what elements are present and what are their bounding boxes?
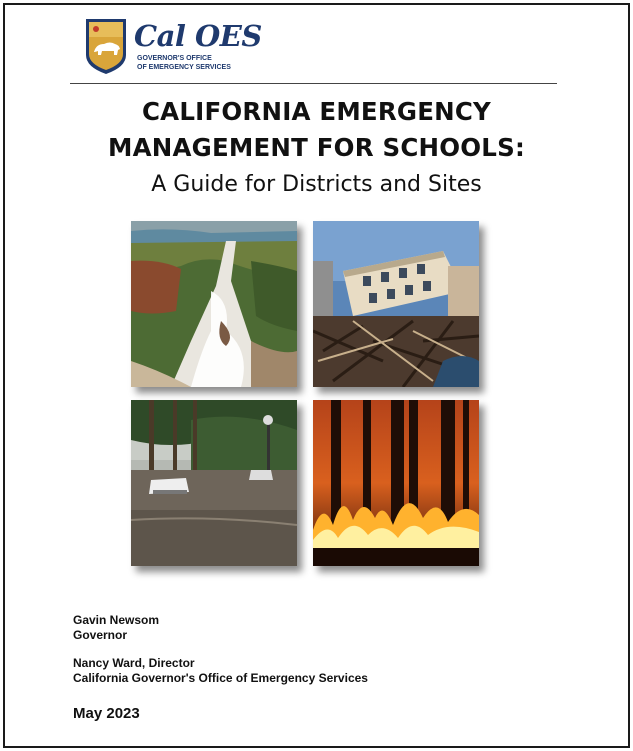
photo-wildfire xyxy=(313,400,479,566)
office-name: California Governor's Office of Emergency Services xyxy=(73,671,368,685)
title-line-2: MANAGEMENT FOR SCHOOLS: xyxy=(108,133,525,162)
header-divider xyxy=(70,83,557,84)
logo-subtitle: GOVERNOR'S OFFICE OF EMERGENCY SERVICES xyxy=(137,55,231,71)
photo-flooded-street xyxy=(131,400,297,566)
bear-seal-icon xyxy=(84,17,128,75)
governor-name: Gavin Newsom xyxy=(73,613,160,627)
photo-earthquake-damage xyxy=(313,221,479,387)
governor-title: Governor xyxy=(73,628,128,642)
title-line-1: CALIFORNIA EMERGENCY xyxy=(142,97,491,126)
subtitle: A Guide for Districts and Sites xyxy=(151,172,482,197)
logo-wordmark: Cal OES xyxy=(134,19,262,53)
photo-dam-spillway xyxy=(131,221,297,387)
cal-oes-logo xyxy=(84,17,262,79)
publication-date: May 2023 xyxy=(73,705,140,722)
director-name: Nancy Ward, Director xyxy=(73,656,195,670)
